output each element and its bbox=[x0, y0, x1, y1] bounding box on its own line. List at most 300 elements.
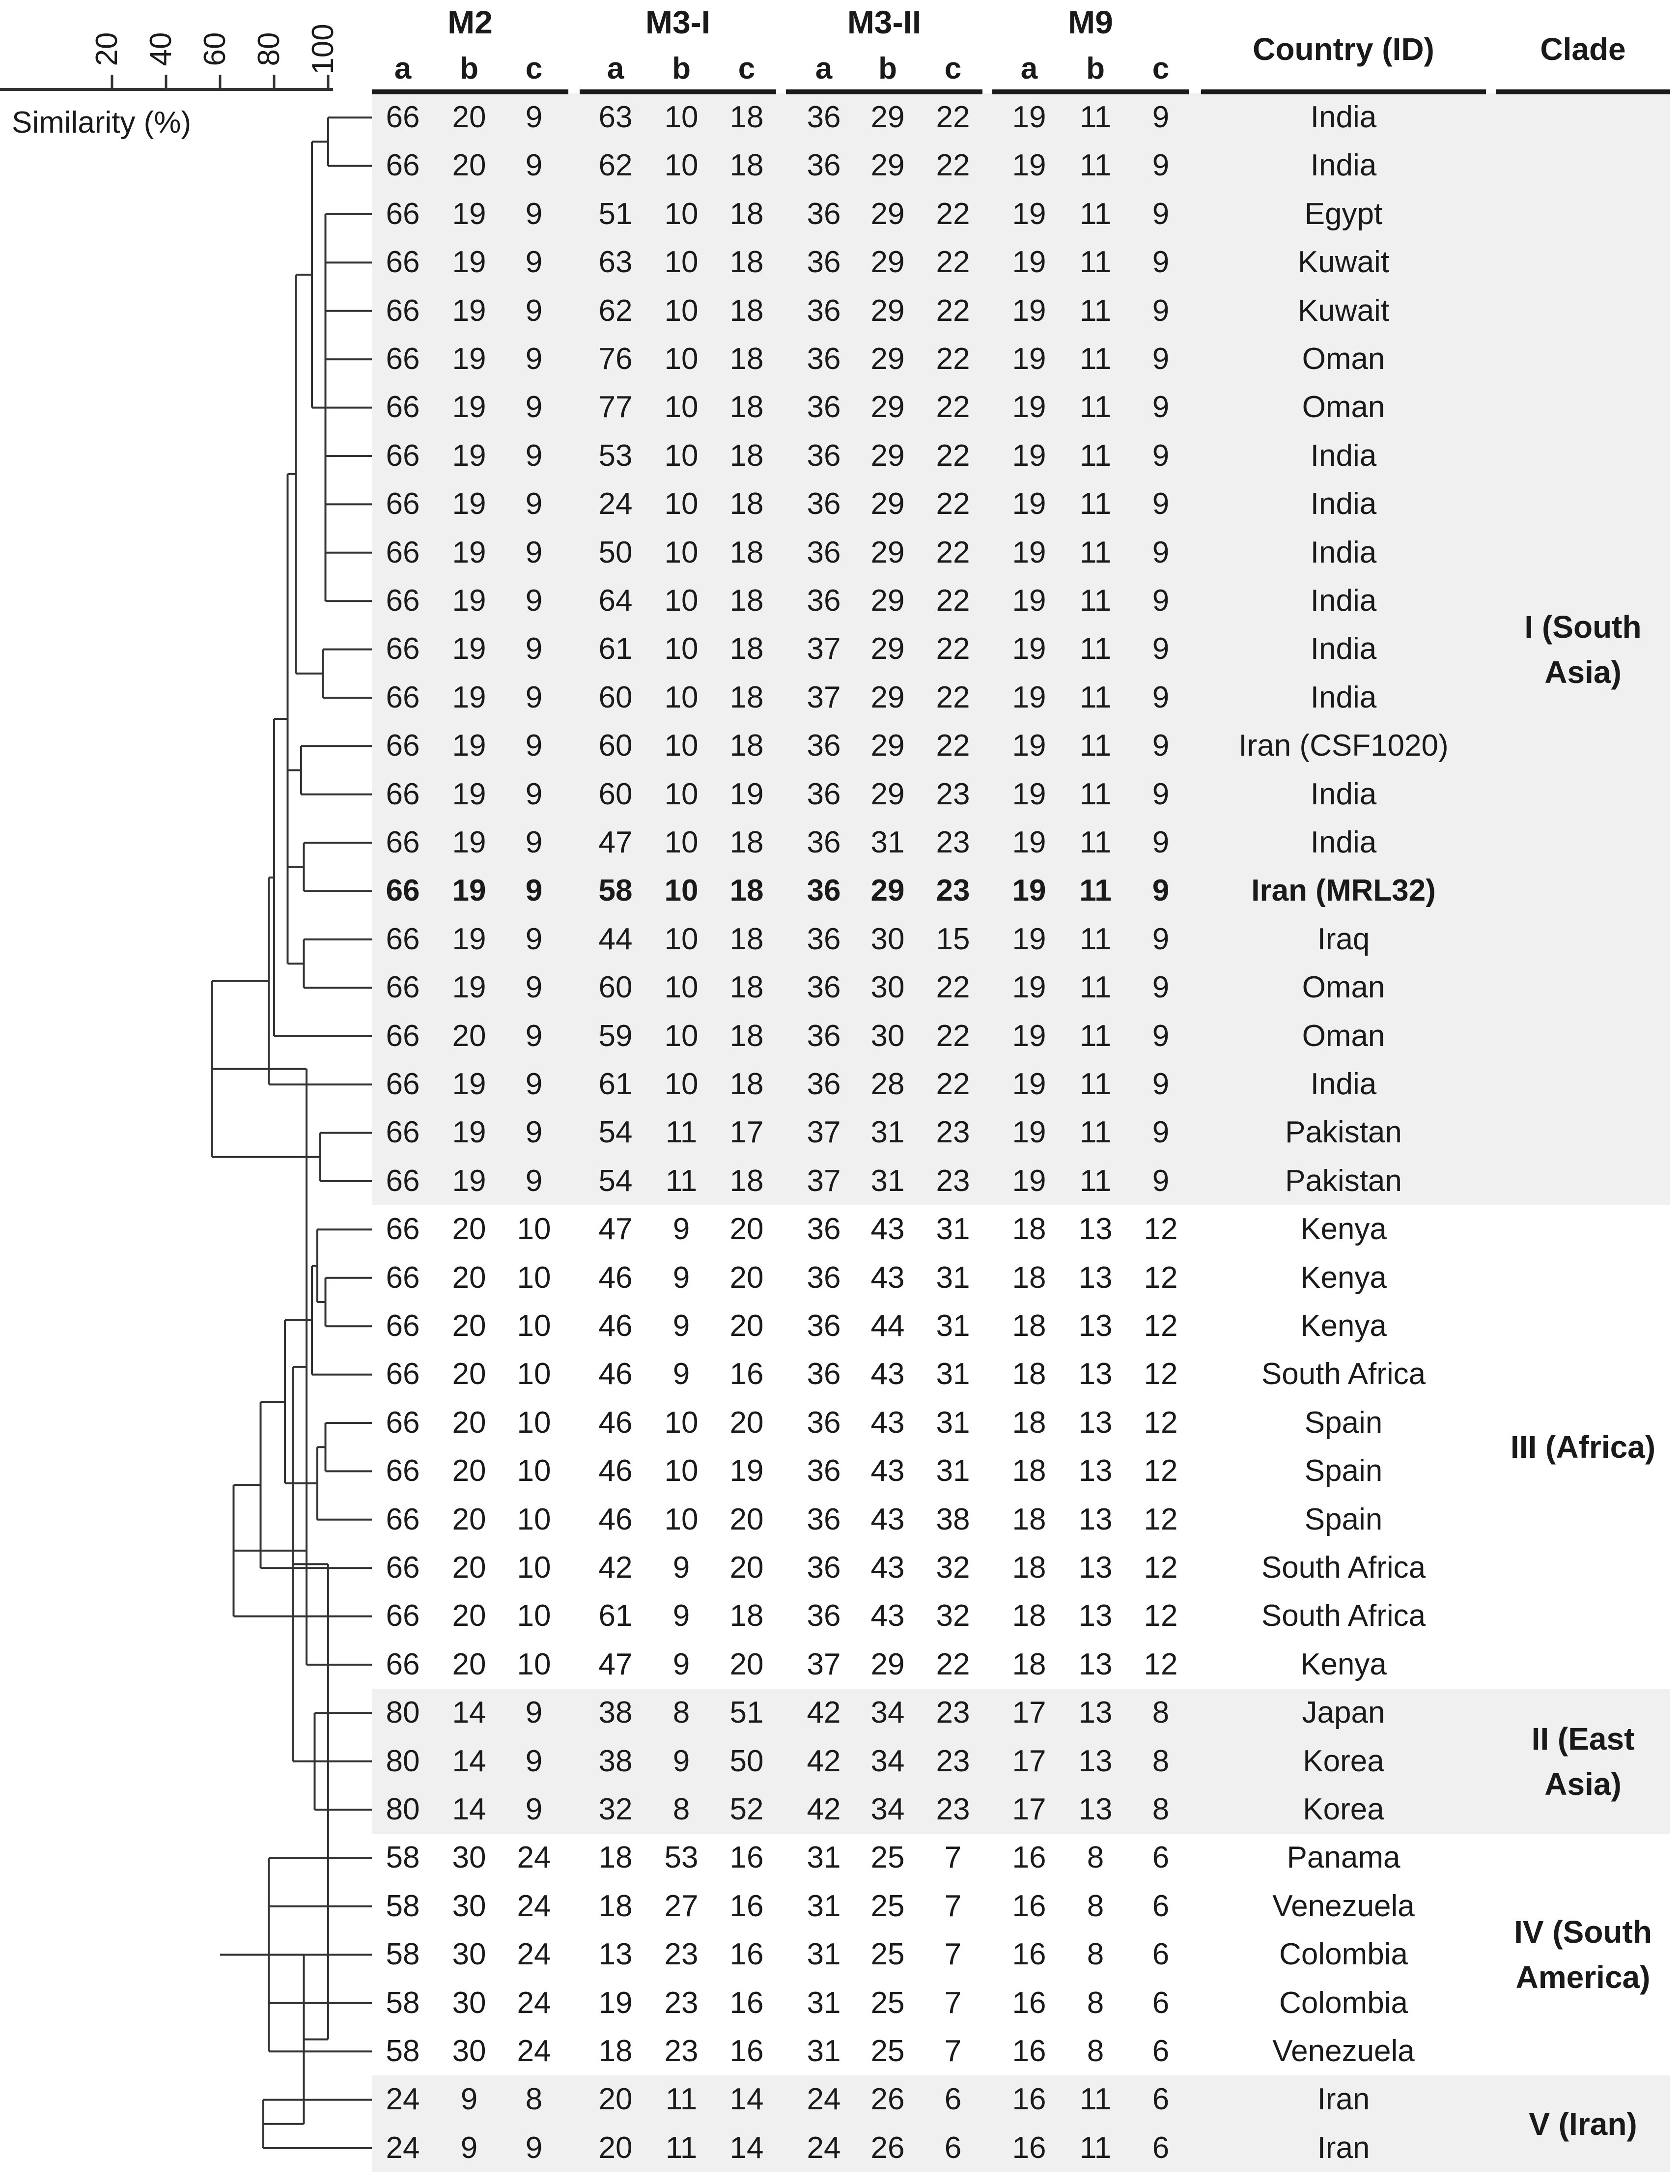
value-cell: 31 bbox=[870, 1163, 905, 1198]
value-cell: 9 bbox=[525, 390, 543, 425]
value-cell: 28 bbox=[870, 1067, 905, 1101]
value-cell: 12 bbox=[1144, 1502, 1178, 1536]
value-cell: 29 bbox=[870, 100, 905, 134]
value-cell: 18 bbox=[598, 1841, 633, 1875]
value-cell: 66 bbox=[386, 197, 420, 231]
value-cell: 13 bbox=[1078, 1454, 1113, 1488]
value-cell: 16 bbox=[729, 1357, 764, 1391]
value-cell: 14 bbox=[452, 1744, 486, 1778]
value-cell: 66 bbox=[386, 1551, 420, 1585]
value-cell: 19 bbox=[1012, 680, 1046, 714]
value-cell: 23 bbox=[664, 2034, 699, 2068]
value-cell: 66 bbox=[386, 1163, 420, 1198]
value-cell: 43 bbox=[870, 1405, 905, 1440]
value-cell: 8 bbox=[1087, 1841, 1104, 1875]
country-cell: India bbox=[1310, 680, 1377, 714]
value-cell: 11 bbox=[1079, 197, 1112, 231]
country-cell: Venezuela bbox=[1272, 1889, 1415, 1923]
value-cell: 19 bbox=[1012, 438, 1046, 473]
value-cell: 66 bbox=[386, 1067, 420, 1101]
subheader-b: b bbox=[460, 52, 478, 85]
value-cell: 19 bbox=[1012, 535, 1046, 569]
value-cell: 9 bbox=[525, 874, 543, 908]
value-cell: 18 bbox=[1012, 1454, 1046, 1488]
subheader-c: c bbox=[738, 52, 756, 85]
country-cell: Kenya bbox=[1300, 1212, 1387, 1247]
value-cell: 42 bbox=[807, 1696, 841, 1730]
value-cell: 9 bbox=[1152, 245, 1170, 280]
value-cell: 46 bbox=[598, 1405, 633, 1440]
value-cell: 66 bbox=[386, 1405, 420, 1440]
value-cell: 36 bbox=[807, 1454, 841, 1488]
value-cell: 19 bbox=[452, 487, 486, 521]
value-cell: 19 bbox=[452, 1163, 486, 1198]
value-cell: 20 bbox=[729, 1309, 764, 1343]
value-cell: 10 bbox=[664, 293, 699, 328]
value-cell: 36 bbox=[807, 777, 841, 811]
value-cell: 22 bbox=[936, 632, 970, 666]
value-cell: 23 bbox=[664, 1937, 699, 1972]
value-cell: 19 bbox=[452, 342, 486, 376]
value-cell: 10 bbox=[517, 1309, 551, 1343]
value-cell: 13 bbox=[1078, 1309, 1113, 1343]
value-cell: 63 bbox=[598, 100, 633, 134]
value-cell: 18 bbox=[729, 922, 764, 956]
value-cell: 12 bbox=[1144, 1309, 1178, 1343]
value-cell: 12 bbox=[1144, 1260, 1178, 1295]
value-cell: 10 bbox=[664, 148, 699, 183]
value-cell: 9 bbox=[525, 1696, 543, 1730]
value-cell: 11 bbox=[1079, 2130, 1112, 2165]
value-cell: 20 bbox=[452, 100, 486, 134]
value-cell: 9 bbox=[525, 1067, 543, 1101]
value-cell: 22 bbox=[936, 342, 970, 376]
value-cell: 11 bbox=[1079, 1115, 1112, 1150]
header-rule-clade bbox=[1496, 89, 1670, 94]
value-cell: 9 bbox=[1152, 487, 1170, 521]
value-cell: 29 bbox=[870, 148, 905, 183]
value-cell: 10 bbox=[517, 1647, 551, 1681]
value-cell: 8 bbox=[1087, 2034, 1104, 2068]
clade-label-line: III (Africa) bbox=[1510, 1429, 1656, 1465]
country-cell: Venezuela bbox=[1272, 2034, 1415, 2068]
country-cell: Iran bbox=[1317, 2082, 1370, 2117]
value-cell: 19 bbox=[1012, 293, 1046, 328]
value-cell: 22 bbox=[936, 970, 970, 1005]
value-cell: 11 bbox=[1079, 874, 1112, 908]
value-cell: 18 bbox=[1012, 1357, 1046, 1391]
country-cell: Panama bbox=[1287, 1841, 1400, 1875]
value-cell: 46 bbox=[598, 1502, 633, 1536]
value-cell: 10 bbox=[517, 1502, 551, 1536]
value-cell: 16 bbox=[729, 1985, 764, 2020]
value-cell: 9 bbox=[1152, 1115, 1170, 1150]
country-cell: Korea bbox=[1303, 1792, 1384, 1826]
value-cell: 46 bbox=[598, 1357, 633, 1391]
value-cell: 61 bbox=[598, 1067, 633, 1101]
value-cell: 36 bbox=[807, 197, 841, 231]
value-cell: 9 bbox=[525, 197, 543, 231]
country-cell: India bbox=[1310, 148, 1377, 183]
header-country: Country (ID) bbox=[1253, 31, 1434, 67]
value-cell: 50 bbox=[729, 1744, 764, 1778]
value-cell: 8 bbox=[1152, 1696, 1170, 1730]
country-cell: Spain bbox=[1304, 1405, 1383, 1440]
value-cell: 8 bbox=[1087, 1985, 1104, 2020]
value-cell: 11 bbox=[665, 2082, 698, 2117]
value-cell: 31 bbox=[936, 1212, 970, 1247]
value-cell: 12 bbox=[1144, 1405, 1178, 1440]
value-cell: 29 bbox=[870, 632, 905, 666]
value-cell: 13 bbox=[1078, 1551, 1113, 1585]
value-cell: 11 bbox=[1079, 487, 1112, 521]
value-cell: 66 bbox=[386, 342, 420, 376]
value-cell: 17 bbox=[729, 1115, 764, 1150]
value-cell: 27 bbox=[664, 1889, 699, 1923]
value-cell: 11 bbox=[1079, 100, 1112, 134]
value-cell: 9 bbox=[460, 2130, 478, 2165]
value-cell: 11 bbox=[1079, 2082, 1112, 2117]
clade-label bbox=[1496, 1424, 1670, 1470]
value-cell: 9 bbox=[672, 1744, 690, 1778]
value-cell: 18 bbox=[729, 148, 764, 183]
value-cell: 17 bbox=[1012, 1744, 1046, 1778]
value-cell: 18 bbox=[729, 1599, 764, 1633]
value-cell: 19 bbox=[1012, 825, 1046, 859]
value-cell: 66 bbox=[386, 1454, 420, 1488]
value-cell: 36 bbox=[807, 342, 841, 376]
value-cell: 11 bbox=[1079, 293, 1112, 328]
value-cell: 11 bbox=[1079, 825, 1112, 859]
value-cell: 61 bbox=[598, 632, 633, 666]
value-cell: 9 bbox=[1152, 293, 1170, 328]
value-cell: 66 bbox=[386, 680, 420, 714]
value-cell: 16 bbox=[729, 1841, 764, 1875]
value-cell: 9 bbox=[1152, 584, 1170, 618]
value-cell: 6 bbox=[1152, 1985, 1170, 2020]
value-cell: 19 bbox=[452, 632, 486, 666]
value-cell: 10 bbox=[664, 632, 699, 666]
value-cell: 43 bbox=[870, 1502, 905, 1536]
value-cell: 10 bbox=[664, 584, 699, 618]
value-cell: 19 bbox=[1012, 584, 1046, 618]
value-cell: 15 bbox=[936, 922, 970, 956]
value-cell: 10 bbox=[664, 1067, 699, 1101]
value-cell: 10 bbox=[517, 1212, 551, 1247]
value-cell: 54 bbox=[598, 1115, 633, 1150]
value-cell: 13 bbox=[1078, 1599, 1113, 1633]
value-cell: 9 bbox=[525, 342, 543, 376]
value-cell: 19 bbox=[452, 197, 486, 231]
value-cell: 38 bbox=[598, 1744, 633, 1778]
tick-label: 40 bbox=[144, 32, 178, 66]
value-cell: 11 bbox=[1079, 1067, 1112, 1101]
subheader-b: b bbox=[1086, 52, 1105, 85]
value-cell: 19 bbox=[452, 970, 486, 1005]
value-cell: 31 bbox=[807, 1937, 841, 1972]
value-cell: 26 bbox=[870, 2130, 905, 2165]
axis-title: Similarity (%) bbox=[12, 106, 192, 140]
value-cell: 20 bbox=[729, 1405, 764, 1440]
value-cell: 18 bbox=[729, 1067, 764, 1101]
value-cell: 22 bbox=[936, 148, 970, 183]
subheader-c: c bbox=[525, 52, 543, 85]
value-cell: 34 bbox=[870, 1696, 905, 1730]
value-cell: 10 bbox=[664, 825, 699, 859]
value-cell: 58 bbox=[386, 1889, 420, 1923]
value-cell: 9 bbox=[525, 922, 543, 956]
value-cell: 9 bbox=[1152, 438, 1170, 473]
value-cell: 18 bbox=[729, 293, 764, 328]
value-cell: 19 bbox=[598, 1985, 633, 2020]
value-cell: 30 bbox=[452, 1985, 486, 2020]
value-cell: 16 bbox=[1012, 2082, 1046, 2117]
country-cell: Iran (CSF1020) bbox=[1238, 729, 1449, 763]
value-cell: 9 bbox=[525, 293, 543, 328]
value-cell: 62 bbox=[598, 293, 633, 328]
value-cell: 26 bbox=[870, 2082, 905, 2117]
value-cell: 19 bbox=[1012, 1067, 1046, 1101]
value-cell: 10 bbox=[517, 1405, 551, 1440]
value-cell: 18 bbox=[729, 390, 764, 425]
value-cell: 23 bbox=[936, 1744, 970, 1778]
value-cell: 20 bbox=[452, 1647, 486, 1681]
value-cell: 66 bbox=[386, 1309, 420, 1343]
value-cell: 19 bbox=[1012, 1019, 1046, 1053]
value-cell: 10 bbox=[664, 487, 699, 521]
value-cell: 53 bbox=[664, 1841, 699, 1875]
value-cell: 16 bbox=[1012, 2034, 1046, 2068]
value-cell: 37 bbox=[807, 1647, 841, 1681]
value-cell: 23 bbox=[936, 874, 970, 908]
value-cell: 58 bbox=[386, 1841, 420, 1875]
value-cell: 9 bbox=[525, 1115, 543, 1150]
value-cell: 36 bbox=[807, 825, 841, 859]
value-cell: 66 bbox=[386, 1647, 420, 1681]
value-cell: 11 bbox=[1079, 390, 1112, 425]
value-cell: 36 bbox=[807, 1405, 841, 1440]
value-cell: 16 bbox=[1012, 1985, 1046, 2020]
clade-label-line: Asia) bbox=[1544, 654, 1622, 690]
value-cell: 18 bbox=[729, 874, 764, 908]
value-cell: 13 bbox=[1078, 1260, 1113, 1295]
value-cell: 10 bbox=[664, 1405, 699, 1440]
value-cell: 22 bbox=[936, 293, 970, 328]
value-cell: 8 bbox=[1152, 1744, 1170, 1778]
value-cell: 6 bbox=[1152, 1937, 1170, 1972]
value-cell: 29 bbox=[870, 342, 905, 376]
value-cell: 11 bbox=[1079, 680, 1112, 714]
value-cell: 23 bbox=[936, 1792, 970, 1826]
value-cell: 18 bbox=[1012, 1551, 1046, 1585]
value-cell: 36 bbox=[807, 1212, 841, 1247]
value-cell: 31 bbox=[807, 1889, 841, 1923]
country-cell: Kuwait bbox=[1297, 245, 1390, 280]
value-cell: 20 bbox=[729, 1647, 764, 1681]
value-cell: 46 bbox=[598, 1260, 633, 1295]
value-cell: 9 bbox=[525, 825, 543, 859]
value-cell: 31 bbox=[870, 1115, 905, 1150]
value-cell: 13 bbox=[1078, 1502, 1113, 1536]
value-cell: 19 bbox=[452, 584, 486, 618]
value-cell: 36 bbox=[807, 922, 841, 956]
value-cell: 13 bbox=[1078, 1744, 1113, 1778]
value-cell: 16 bbox=[1012, 1937, 1046, 1972]
value-cell: 32 bbox=[936, 1551, 970, 1585]
country-cell: India bbox=[1310, 1067, 1377, 1101]
value-cell: 11 bbox=[1079, 922, 1112, 956]
value-cell: 22 bbox=[936, 245, 970, 280]
value-cell: 34 bbox=[870, 1744, 905, 1778]
value-cell: 20 bbox=[452, 1454, 486, 1488]
value-cell: 66 bbox=[386, 1502, 420, 1536]
country-cell: Kuwait bbox=[1297, 293, 1390, 328]
value-cell: 24 bbox=[386, 2130, 420, 2165]
country-cell: Oman bbox=[1302, 390, 1385, 425]
value-cell: 24 bbox=[807, 2082, 841, 2117]
value-cell: 9 bbox=[525, 632, 543, 666]
subheader-a: a bbox=[607, 52, 624, 85]
subheader-a: a bbox=[1020, 52, 1038, 85]
value-cell: 66 bbox=[386, 1115, 420, 1150]
country-cell: India bbox=[1310, 487, 1377, 521]
country-cell: India bbox=[1310, 100, 1377, 134]
value-cell: 36 bbox=[807, 1260, 841, 1295]
value-cell: 19 bbox=[1012, 197, 1046, 231]
value-cell: 60 bbox=[598, 777, 633, 811]
value-cell: 14 bbox=[452, 1792, 486, 1826]
value-cell: 13 bbox=[1078, 1357, 1113, 1391]
value-cell: 31 bbox=[807, 2034, 841, 2068]
value-cell: 10 bbox=[517, 1454, 551, 1488]
value-cell: 11 bbox=[1079, 584, 1112, 618]
value-cell: 9 bbox=[525, 1792, 543, 1826]
country-cell: Spain bbox=[1304, 1454, 1383, 1488]
value-cell: 76 bbox=[598, 342, 633, 376]
value-cell: 9 bbox=[525, 487, 543, 521]
value-cell: 30 bbox=[452, 2034, 486, 2068]
country-cell: India bbox=[1310, 438, 1377, 473]
subheader-b: b bbox=[672, 52, 691, 85]
country-cell: Korea bbox=[1303, 1744, 1384, 1778]
value-cell: 36 bbox=[807, 438, 841, 473]
value-cell: 66 bbox=[386, 390, 420, 425]
value-cell: 19 bbox=[452, 438, 486, 473]
country-cell: India bbox=[1310, 777, 1377, 811]
value-cell: 9 bbox=[525, 438, 543, 473]
value-cell: 18 bbox=[729, 680, 764, 714]
value-cell: 37 bbox=[807, 1115, 841, 1150]
value-cell: 52 bbox=[729, 1792, 764, 1826]
value-cell: 66 bbox=[386, 245, 420, 280]
value-cell: 22 bbox=[936, 487, 970, 521]
value-cell: 31 bbox=[936, 1260, 970, 1295]
country-cell: Spain bbox=[1304, 1502, 1383, 1536]
value-cell: 16 bbox=[729, 1937, 764, 1972]
value-cell: 18 bbox=[598, 2034, 633, 2068]
value-cell: 24 bbox=[517, 1889, 551, 1923]
value-cell: 29 bbox=[870, 584, 905, 618]
value-cell: 24 bbox=[807, 2130, 841, 2165]
value-cell: 19 bbox=[1012, 777, 1046, 811]
value-cell: 20 bbox=[452, 1019, 486, 1053]
country-cell: Colombia bbox=[1279, 1937, 1408, 1972]
value-cell: 22 bbox=[936, 535, 970, 569]
value-cell: 18 bbox=[729, 487, 764, 521]
value-cell: 80 bbox=[386, 1792, 420, 1826]
value-cell: 9 bbox=[1152, 1019, 1170, 1053]
value-cell: 66 bbox=[386, 293, 420, 328]
value-cell: 66 bbox=[386, 148, 420, 183]
value-cell: 8 bbox=[1152, 1792, 1170, 1826]
value-cell: 19 bbox=[1012, 487, 1046, 521]
value-cell: 38 bbox=[598, 1696, 633, 1730]
value-cell: 43 bbox=[870, 1454, 905, 1488]
value-cell: 23 bbox=[936, 1163, 970, 1198]
value-cell: 10 bbox=[664, 1454, 699, 1488]
value-cell: 22 bbox=[936, 1067, 970, 1101]
value-cell: 23 bbox=[664, 1985, 699, 2020]
value-cell: 9 bbox=[672, 1260, 690, 1295]
value-cell: 60 bbox=[598, 970, 633, 1005]
value-cell: 51 bbox=[598, 197, 633, 231]
value-cell: 9 bbox=[1152, 1163, 1170, 1198]
value-cell: 9 bbox=[1152, 100, 1170, 134]
value-cell: 10 bbox=[517, 1260, 551, 1295]
value-cell: 43 bbox=[870, 1599, 905, 1633]
value-cell: 58 bbox=[386, 1937, 420, 1972]
value-cell: 36 bbox=[807, 390, 841, 425]
value-cell: 11 bbox=[665, 1163, 698, 1198]
value-cell: 9 bbox=[525, 777, 543, 811]
value-cell: 6 bbox=[1152, 2130, 1170, 2165]
value-cell: 10 bbox=[664, 777, 699, 811]
value-cell: 20 bbox=[729, 1502, 764, 1536]
value-cell: 18 bbox=[729, 100, 764, 134]
country-cell: Oman bbox=[1302, 970, 1385, 1005]
value-cell: 46 bbox=[598, 1454, 633, 1488]
value-cell: 6 bbox=[1152, 1841, 1170, 1875]
value-cell: 31 bbox=[936, 1357, 970, 1391]
value-cell: 9 bbox=[1152, 148, 1170, 183]
value-cell: 9 bbox=[1152, 922, 1170, 956]
value-cell: 9 bbox=[672, 1212, 690, 1247]
value-cell: 13 bbox=[1078, 1405, 1113, 1440]
value-cell: 9 bbox=[525, 2130, 543, 2165]
value-cell: 9 bbox=[525, 1744, 543, 1778]
value-cell: 29 bbox=[870, 197, 905, 231]
value-cell: 9 bbox=[525, 535, 543, 569]
value-cell: 29 bbox=[870, 245, 905, 280]
value-cell: 22 bbox=[936, 680, 970, 714]
value-cell: 66 bbox=[386, 1212, 420, 1247]
value-cell: 6 bbox=[944, 2082, 962, 2117]
value-cell: 80 bbox=[386, 1744, 420, 1778]
value-cell: 19 bbox=[729, 1454, 764, 1488]
value-cell: 18 bbox=[1012, 1260, 1046, 1295]
value-cell: 9 bbox=[525, 729, 543, 763]
subheader-a: a bbox=[815, 52, 833, 85]
value-cell: 31 bbox=[807, 1985, 841, 2020]
tick-label: 60 bbox=[198, 32, 232, 66]
value-cell: 11 bbox=[1079, 245, 1112, 280]
value-cell: 37 bbox=[807, 1163, 841, 1198]
value-cell: 18 bbox=[729, 632, 764, 666]
value-cell: 36 bbox=[807, 1551, 841, 1585]
value-cell: 22 bbox=[936, 1019, 970, 1053]
value-cell: 19 bbox=[452, 825, 486, 859]
value-cell: 11 bbox=[1079, 729, 1112, 763]
